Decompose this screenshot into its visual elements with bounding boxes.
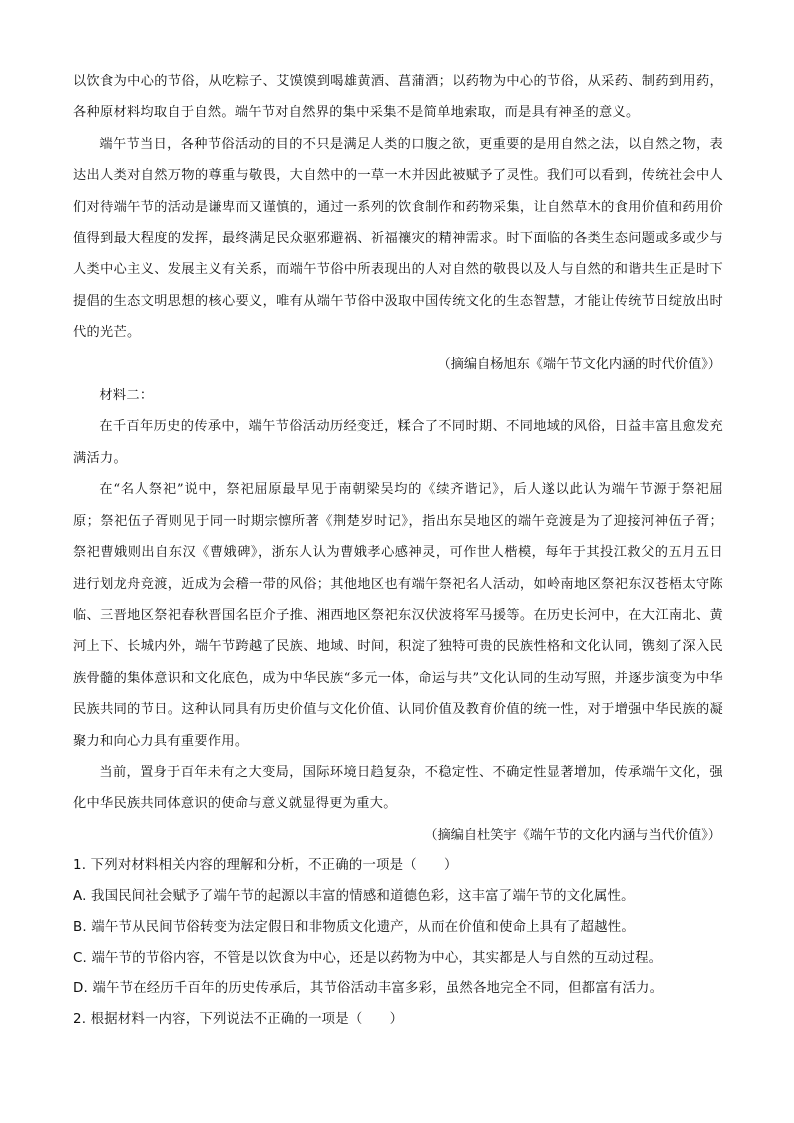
material2-paragraph-2: 在“名人祭祀”说中，祭祀屈原最早见于南朝梁吴均的《续齐谐记》，后人遂以此认为端午节源于祭祀屈原；祭祀伍子胥则见于同一时期宗懔所著《荆楚岁时记》，指出东吴地区的端午竞渡是为了迎接河神伍子胥；祭祀曹娥则出自东汉《曹娥碑》，浙东人认为曹娥孝心感神灵，可作世人楷模，每年于其投江救父的五月五日进行划龙舟竞渡，近成为会稽一带的风俗；其他地区也有端午祭祀名人活动，如岭南地区祭祀东汉苍梧太守陈临、三晋地区祭祀春秋晋国名臣介子推、湘西地区祭祀东汉伏波将军马援等。在历史长河中，在大江南北、黄河上下、长城内外，端午节跨越了民族、地域、时间，积淀了独特可贵的民族性格和文化认同，镌刻了深入民族骨髓的集体意识和文化底色，成为中华民族“多元一体，命运与共”文化认同的生动写照，并逐步演变为中华民族共同的节日。这种认同具有历史价值与文化价值、认同价值及教育价值的统一性，对于增强中华民族的凝聚力和向心力具有重要作用。 [73, 482, 723, 749]
material1-citation: （摘编自杨旭东《端午节文化内涵的时代价值》） [437, 356, 721, 372]
material2-heading: 材料二： [99, 388, 154, 404]
material2-paragraph-3: 当前，置身于百年未有之大变局，国际环境日趋复杂，不稳定性、不确定性显著增加，传承端午文化，强化中华民族共同体意识的使命与意义就显得更为重大。 [73, 764, 723, 812]
question-1-stem: 1. 下列对材料相关内容的理解和分析，不正确的一项是（ ） [73, 858, 458, 874]
material2-paragraph-1: 在千百年历史的传承中，端午节俗活动历经变迁，糅合了不同时期、不同地域的风俗，日益丰富且愈发充满活力。 [73, 419, 723, 466]
question-1-option-d: D. 端午节在经历千百年的历史传承后，其节俗活动丰富多彩，虽然各地完全不同，但都富有活力。 [73, 981, 664, 997]
question-1-option-c: C. 端午节的节俗内容，不管是以饮食为中心，还是以药物为中心，其实都是人与自然的互动过程。 [73, 950, 663, 966]
question-1-option-b: B. 端午节从民间节俗转变为法定假日和非物质文化遗产，从而在价值和使命上具有了超越性。 [73, 919, 635, 935]
material2-citation: （摘编自杜笑宇《端午节的文化内涵与当代价值》） [424, 827, 721, 843]
document-page [73, 66, 723, 1036]
material1-paragraph-continued: 以饮食为中心的节俗，从吃粽子、艾馍馍到喝雄黄酒、菖蒲酒；以药物为中心的节俗，从采药、制药到用药，各种原材料均取自于自然。端午节对自然界的集中采集不是简单地索取，而是具有神圣的意义。 [73, 74, 723, 121]
question-2-stem: 2. 根据材料一内容，下列说法不正确的一项是（ ） [73, 1012, 404, 1028]
material1-paragraph-2: 端午节当日，各种节俗活动的目的不只是满足人类的口腹之欲，更重要的是用自然之法，以自然之物，表达出人类对自然万物的尊重与敬畏，大自然中的一草一木并因此被赋予了灵性。我们可以看到，传统社会中人们对待端午节的活动是谦卑而又谨慎的，通过一系列的饮食制作和药物采集，让自然草木的食用价值和药用价值得到最大程度的发挥，最终满足民众驱邪避祸、祈福禳灾的精神需求。时下面临的各类生态问题或多或少与人类中心主义、发展主义有关系，而端午节俗中所表现出的人对自然的敬畏以及人与自然的和谐共生正是时下提倡的生态文明思想的核心要义，唯有从端午节俗中汲取中国传统文化的生态智慧，才能让传统节日绽放出时代的光芒。 [73, 136, 723, 341]
question-1-option-a: A. 我国民间社会赋予了端午节的起源以丰富的情感和道德色彩，这丰富了端午节的文化属性。 [73, 888, 635, 904]
